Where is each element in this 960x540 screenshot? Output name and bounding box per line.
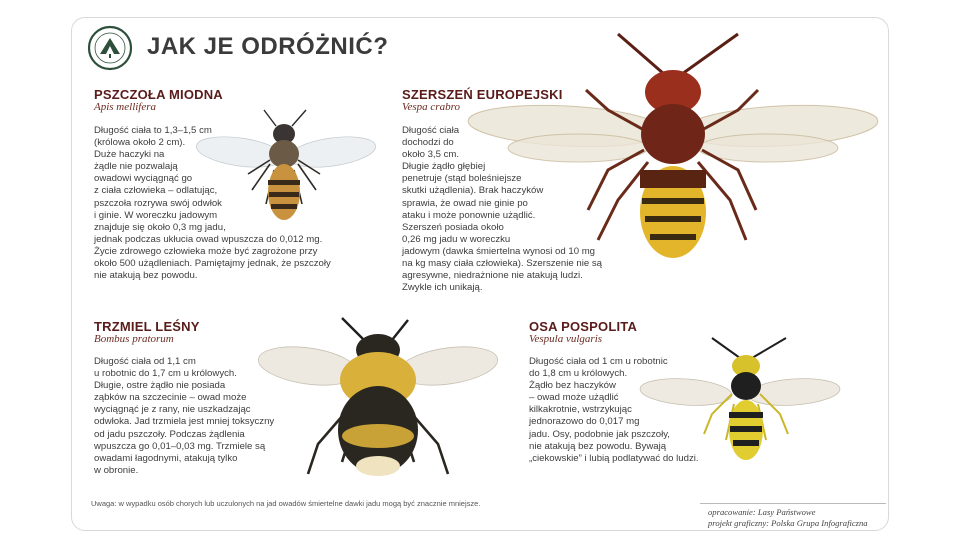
warning-footnote: Uwaga: w wypadku osób chorych lub uczulonych na jad owadów śmiertelne dawki jadu mogą być znacznie mniejsze. [91, 499, 481, 508]
wasp-text-line: kilkakrotnie, wstrzykując [529, 404, 632, 416]
bumblebee-illustration [258, 314, 498, 486]
wasp-text-line: Żądło bez haczyków [529, 380, 616, 392]
hornet-text-line: Szerszeń posiada około [402, 221, 504, 233]
bee-text-line: Duże haczyki na [94, 149, 165, 161]
hornet-text-line: około 3,5 cm. [402, 149, 460, 161]
bee-text-line: pszczoła rozrywa swój odwłok [94, 197, 222, 209]
hornet-text-line: penetruje (stąd boleśniejsze [402, 173, 522, 185]
hornet-text-line: na kg masy ciała człowieka). Szerszenie nie są [402, 258, 602, 270]
bumblebee-text-line: Długość ciała od 1,1 cm [94, 356, 196, 367]
bumblebee-text-line: wpuszcza go 0,01–0,03 mg. Trzmiele są [94, 440, 266, 452]
hornet-heading: SZERSZEŃ EUROPEJSKI [402, 87, 563, 102]
credits-design: projekt graficzny: Polska Grupa Infograficzna [708, 517, 868, 528]
hornet-text-line: 0,26 mg jadu w woreczku [402, 233, 511, 245]
bee-heading: PSZCZOŁA MIODNA [94, 87, 223, 102]
bumblebee-description [94, 356, 274, 477]
bee-text-line: i ginie. W woreczku jadowym [94, 209, 218, 221]
hornet-text-line: jadowym (dawka śmiertelna wynosi od 10 mg [402, 245, 596, 257]
honeybee-illustration [196, 104, 376, 234]
wasp-text-line: jednorazowo do 0,017 mg [529, 416, 640, 428]
page-title: JAK JE ODRÓŻNIĆ? [147, 33, 389, 60]
hornet-text-line: agresywne, niedrażnione nie atakują ludzi. [402, 270, 583, 282]
bee-text-line: z ciała człowieka – odlatując, [94, 185, 218, 197]
hornet-text-line: dochodzi do [402, 137, 454, 149]
bumblebee-text-line: ząbków na szczecinie – owad może [94, 392, 247, 404]
hornet-text-line: sprawia, że owad nie ginie po [402, 197, 528, 209]
hornet-latin-name: Vespa crabro [402, 101, 460, 113]
credits-author: opracowanie: Lasy Państwowe [708, 507, 816, 517]
bee-text-line: żądle nie pozwalają [94, 161, 178, 173]
bumblebee-text-line: odwłoka. Jad trzmiela jest mniej toksyczny [94, 416, 275, 428]
bumblebee-heading: TRZMIEL LEŚNY [94, 319, 200, 334]
hornet-text-line: Długość ciała [402, 125, 460, 136]
bumblebee-text-line: u robotnic do 1,7 cm u królowych. [94, 368, 237, 380]
credits [708, 507, 868, 528]
hornet-illustration [468, 30, 878, 270]
bumblebee-text-line: owadami łagodnymi, atakują tylko [94, 452, 238, 464]
bee-text-line: jednak podczas ukłucia owad wpuszcza do 0,012 mg. [94, 233, 323, 245]
wasp-illustration [640, 334, 840, 466]
bee-text-line: Długość ciała to 1,3–1,5 cm [94, 125, 212, 136]
wasp-text-line: „ciekowskie” i lubią podlatywać do ludzi. [529, 452, 699, 464]
bumblebee-text-line: Długie, ostre żądło nie posiada [94, 380, 226, 392]
hornet-text-line: Długie żądło głębiej [402, 161, 486, 173]
bumblebee-text-line: w obronie. [94, 464, 139, 476]
bee-text-line: znajduje się około 0,3 mg jadu, [94, 221, 226, 233]
credits-divider [700, 503, 886, 504]
wasp-text-line: Długość ciała od 1 cm u robotnic [529, 356, 668, 367]
bee-latin-name: Apis mellifera [94, 101, 157, 113]
wasp-latin-name: Vespula vulgaris [529, 333, 603, 345]
bumblebee-text-line: od jadu pszczoły. Podczas żądlenia [94, 428, 245, 440]
wasp-text-line: do 1,8 cm u królowych. [529, 368, 628, 380]
bee-text-line: nie atakują bez powodu. [94, 270, 198, 282]
bumblebee-text-line: wyciągnąć je z rany, nie uszkadzając [94, 404, 251, 416]
wasp-text-line: – owad może użądlić [529, 392, 619, 404]
bumblebee-latin-name: Bombus pratorum [94, 333, 174, 345]
wasp-text-line: nie atakują bez powodu. Bywają [529, 440, 667, 452]
wasp-heading: OSA POSPOLITA [529, 319, 638, 334]
hornet-text-line: skutki użądlenia). Brak haczyków [402, 185, 544, 197]
hornet-text-line: Zwykle ich unikają. [402, 282, 483, 294]
bee-text-line: Życie zdrowego człowieka może być zagrożone przy [94, 245, 318, 257]
lasy-panstwowe-logo [82, 24, 138, 72]
hornet-text-line: ataku i może ponownie użądlić. [402, 209, 536, 221]
bee-text-line: około 500 użądleniach. Pamiętajmy jednak, że pszczoły [94, 258, 331, 270]
bee-text-line: owadowi wyciągnąć go [94, 173, 193, 185]
bee-text-line: (królowa około 2 cm). [94, 137, 186, 149]
wasp-text-line: jadu. Osy, podobnie jak pszczoły, [529, 428, 670, 440]
